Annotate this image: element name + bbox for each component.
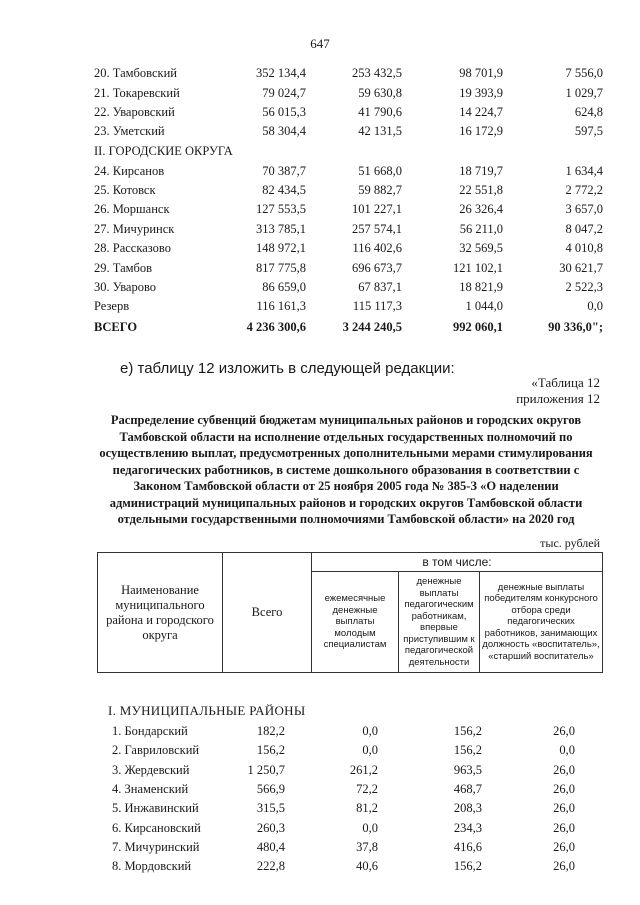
total-row xyxy=(0,320,640,338)
table-row xyxy=(0,821,640,839)
row-value: 156,2 xyxy=(453,743,482,757)
row-value: 817 775,8 xyxy=(256,261,306,275)
row-name: II. ГОРОДСКИЕ ОКРУГА xyxy=(94,144,233,158)
table-row xyxy=(0,724,640,742)
row-value: 257 574,1 xyxy=(352,222,402,236)
row-value: 352 134,4 xyxy=(256,66,306,80)
row-value: 963,5 xyxy=(453,763,482,777)
table-row xyxy=(0,202,640,220)
row-name: 20. Тамбовский xyxy=(94,66,177,80)
row-name: 25. Котовск xyxy=(94,183,156,197)
total-value: 992 060,1 xyxy=(453,320,503,334)
row-value: 14 224,7 xyxy=(459,105,503,119)
row-value: 37,8 xyxy=(356,840,378,854)
table-title: Распределение субвенций бюджетам муниципальных районов и городских округов Тамбовской области на исполнение отдельных государственных полномочий по осуществлению выплат, предусмотренных дополнительными мерами стимулирования педагогических работников, в системе дошкольного образования в соответствии с Законом Тамбовской области от 25 ноября 2005 года № 385-З «О наделении администраций муниципальных районов и городских округов Тамбовской области отдельными государственными полномочиями Тамбовской области» на 2020 год xyxy=(99,413,593,526)
row-value: 26,0 xyxy=(553,801,575,815)
row-value: 26 326,4 xyxy=(459,202,503,216)
row-value: 313 785,1 xyxy=(256,222,306,236)
row-value: 101 227,1 xyxy=(352,202,402,216)
table-row xyxy=(0,763,640,781)
row-value: 67 837,1 xyxy=(358,280,402,294)
row-value: 260,3 xyxy=(256,821,285,835)
table-header xyxy=(97,552,603,673)
appendix-reference: приложения 12 xyxy=(516,391,600,406)
row-value: 58 304,4 xyxy=(262,124,306,138)
row-value: 18 719,7 xyxy=(459,164,503,178)
row-value: 0,0 xyxy=(362,743,378,757)
row-value: 116 161,3 xyxy=(256,299,306,313)
row-value: 416,6 xyxy=(453,840,482,854)
row-value: 22 551,8 xyxy=(459,183,503,197)
row-value: 208,3 xyxy=(453,801,482,815)
page-number: 647 xyxy=(310,36,330,51)
row-value: 8 047,2 xyxy=(565,222,603,236)
row-value: 1 634,4 xyxy=(565,164,603,178)
row-name: 30. Уварово xyxy=(94,280,157,294)
row-value: 18 821,9 xyxy=(459,280,503,294)
row-name: 26. Моршанск xyxy=(94,202,170,216)
row-value: 98 701,9 xyxy=(459,66,503,80)
row-value: 0,0 xyxy=(362,724,378,738)
row-name: 21. Токаревский xyxy=(94,86,180,100)
row-value: 2 522,3 xyxy=(565,280,603,294)
table-row xyxy=(0,280,640,298)
header-name-column: Наименование муниципального района и городского округа xyxy=(98,553,223,673)
row-name: 24. Кирсанов xyxy=(94,164,165,178)
row-value: 156,2 xyxy=(453,859,482,873)
row-value: 59 882,7 xyxy=(358,183,402,197)
header-total-column: Всего xyxy=(223,553,312,673)
row-value: 0,0 xyxy=(587,299,603,313)
row-value: 26,0 xyxy=(553,724,575,738)
header-including: в том числе: xyxy=(312,553,603,572)
row-name: Резерв xyxy=(94,299,130,313)
row-value: 56 211,0 xyxy=(459,222,503,236)
table-row xyxy=(0,86,640,104)
row-value: 148 972,1 xyxy=(256,241,306,255)
row-value: 315,5 xyxy=(256,801,285,815)
row-name: 22. Уваровский xyxy=(94,105,175,119)
table-row xyxy=(0,66,640,84)
row-value: 86 659,0 xyxy=(262,280,306,294)
table-row xyxy=(0,801,640,819)
table-row xyxy=(0,183,640,201)
row-value: 127 553,5 xyxy=(256,202,306,216)
row-name: 23. Уметский xyxy=(94,124,165,138)
row-value: 1 044,0 xyxy=(465,299,503,313)
row-name: 28. Рассказово xyxy=(94,241,171,255)
row-value: 624,8 xyxy=(574,105,603,119)
table-row xyxy=(0,241,640,259)
row-value: 0,0 xyxy=(559,743,575,757)
row-name: 8. Мордовский xyxy=(112,859,192,873)
row-value: 81,2 xyxy=(356,801,378,815)
header-contest-winners: денежные выплаты победителям конкурсного отбора среди педагогических работников, занимающих должность «воспитатель», «старший воспитатель» xyxy=(480,572,603,673)
table-row xyxy=(0,261,640,279)
row-value: 19 393,9 xyxy=(459,86,503,100)
total-value: 3 244 240,5 xyxy=(342,320,402,334)
row-value: 116 402,6 xyxy=(352,241,402,255)
row-value: 7 556,0 xyxy=(565,66,603,80)
row-value: 40,6 xyxy=(356,859,378,873)
row-value: 51 668,0 xyxy=(358,164,402,178)
row-name: 7. Мичуринский xyxy=(112,840,200,854)
units-label: тыс. рублей xyxy=(540,536,600,550)
header-first-time-teachers: денежные выплаты педагогическим работникам, впервые приступившим к педагогической деятельности xyxy=(399,572,480,673)
row-value: 26,0 xyxy=(553,840,575,854)
row-value: 26,0 xyxy=(553,821,575,835)
table-row xyxy=(0,840,640,858)
section-heading xyxy=(0,144,640,162)
row-value: 70 387,7 xyxy=(262,164,306,178)
row-name: 6. Кирсановский xyxy=(112,821,201,835)
row-name: 2. Гавриловский xyxy=(112,743,200,757)
row-value: 26,0 xyxy=(553,859,575,873)
row-value: 566,9 xyxy=(256,782,285,796)
row-value: 480,4 xyxy=(256,840,285,854)
total-value: 90 336,0"; xyxy=(548,320,603,334)
row-value: 156,2 xyxy=(453,724,482,738)
row-value: 0,0 xyxy=(362,821,378,835)
row-value: 42 131,5 xyxy=(358,124,402,138)
total-value: 4 236 300,6 xyxy=(246,320,306,334)
row-value: 182,2 xyxy=(256,724,285,738)
table-row xyxy=(0,743,640,761)
row-value: 115 117,3 xyxy=(352,299,402,313)
row-name: 1. Бондарский xyxy=(112,724,188,738)
row-value: 26,0 xyxy=(553,763,575,777)
row-value: 79 024,7 xyxy=(262,86,306,100)
row-value: 121 102,1 xyxy=(453,261,503,275)
row-value: 597,5 xyxy=(574,124,603,138)
header-young-specialists: ежемесячные денежные выплаты молодым специалистам xyxy=(312,572,399,673)
row-value: 1 250,7 xyxy=(247,763,285,777)
table-row xyxy=(0,222,640,240)
total-label: ВСЕГО xyxy=(94,320,138,334)
table-row xyxy=(0,859,640,877)
row-value: 56 015,3 xyxy=(262,105,306,119)
row-value: 59 630,8 xyxy=(358,86,402,100)
row-name: 4. Знаменский xyxy=(112,782,189,796)
row-value: 30 621,7 xyxy=(559,261,603,275)
row-value: 82 434,5 xyxy=(262,183,306,197)
row-value: 696 673,7 xyxy=(352,261,402,275)
row-value: 32 569,5 xyxy=(459,241,503,255)
row-value: 156,2 xyxy=(256,743,285,757)
row-value: 2 772,2 xyxy=(565,183,603,197)
table-row xyxy=(0,105,640,123)
row-name: 29. Тамбов xyxy=(94,261,153,275)
table-row xyxy=(0,782,640,800)
row-value: 234,3 xyxy=(453,821,482,835)
row-value: 72,2 xyxy=(356,782,378,796)
row-value: 1 029,7 xyxy=(565,86,603,100)
row-value: 261,2 xyxy=(349,763,378,777)
row-value: 16 172,9 xyxy=(459,124,503,138)
row-value: 468,7 xyxy=(453,782,482,796)
table-reference: «Таблица 12 xyxy=(531,375,600,390)
row-value: 3 657,0 xyxy=(565,202,603,216)
row-name: 3. Жердевский xyxy=(112,763,190,777)
row-value: 4 010,8 xyxy=(565,241,603,255)
section-heading-municipal: I. МУНИЦИПАЛЬНЫЕ РАЙОНЫ xyxy=(108,703,306,718)
table-row xyxy=(0,164,640,182)
row-name: 5. Инжавинский xyxy=(112,801,199,815)
row-value: 26,0 xyxy=(553,782,575,796)
row-value: 41 790,6 xyxy=(358,105,402,119)
row-value: 253 432,5 xyxy=(352,66,402,80)
amendment-instruction: е) таблицу 12 изложить в следующей редакции: xyxy=(120,360,455,377)
row-name: 27. Мичуринск xyxy=(94,222,175,236)
row-value: 222,8 xyxy=(256,859,285,873)
table-row xyxy=(0,299,640,317)
table-row xyxy=(0,124,640,142)
